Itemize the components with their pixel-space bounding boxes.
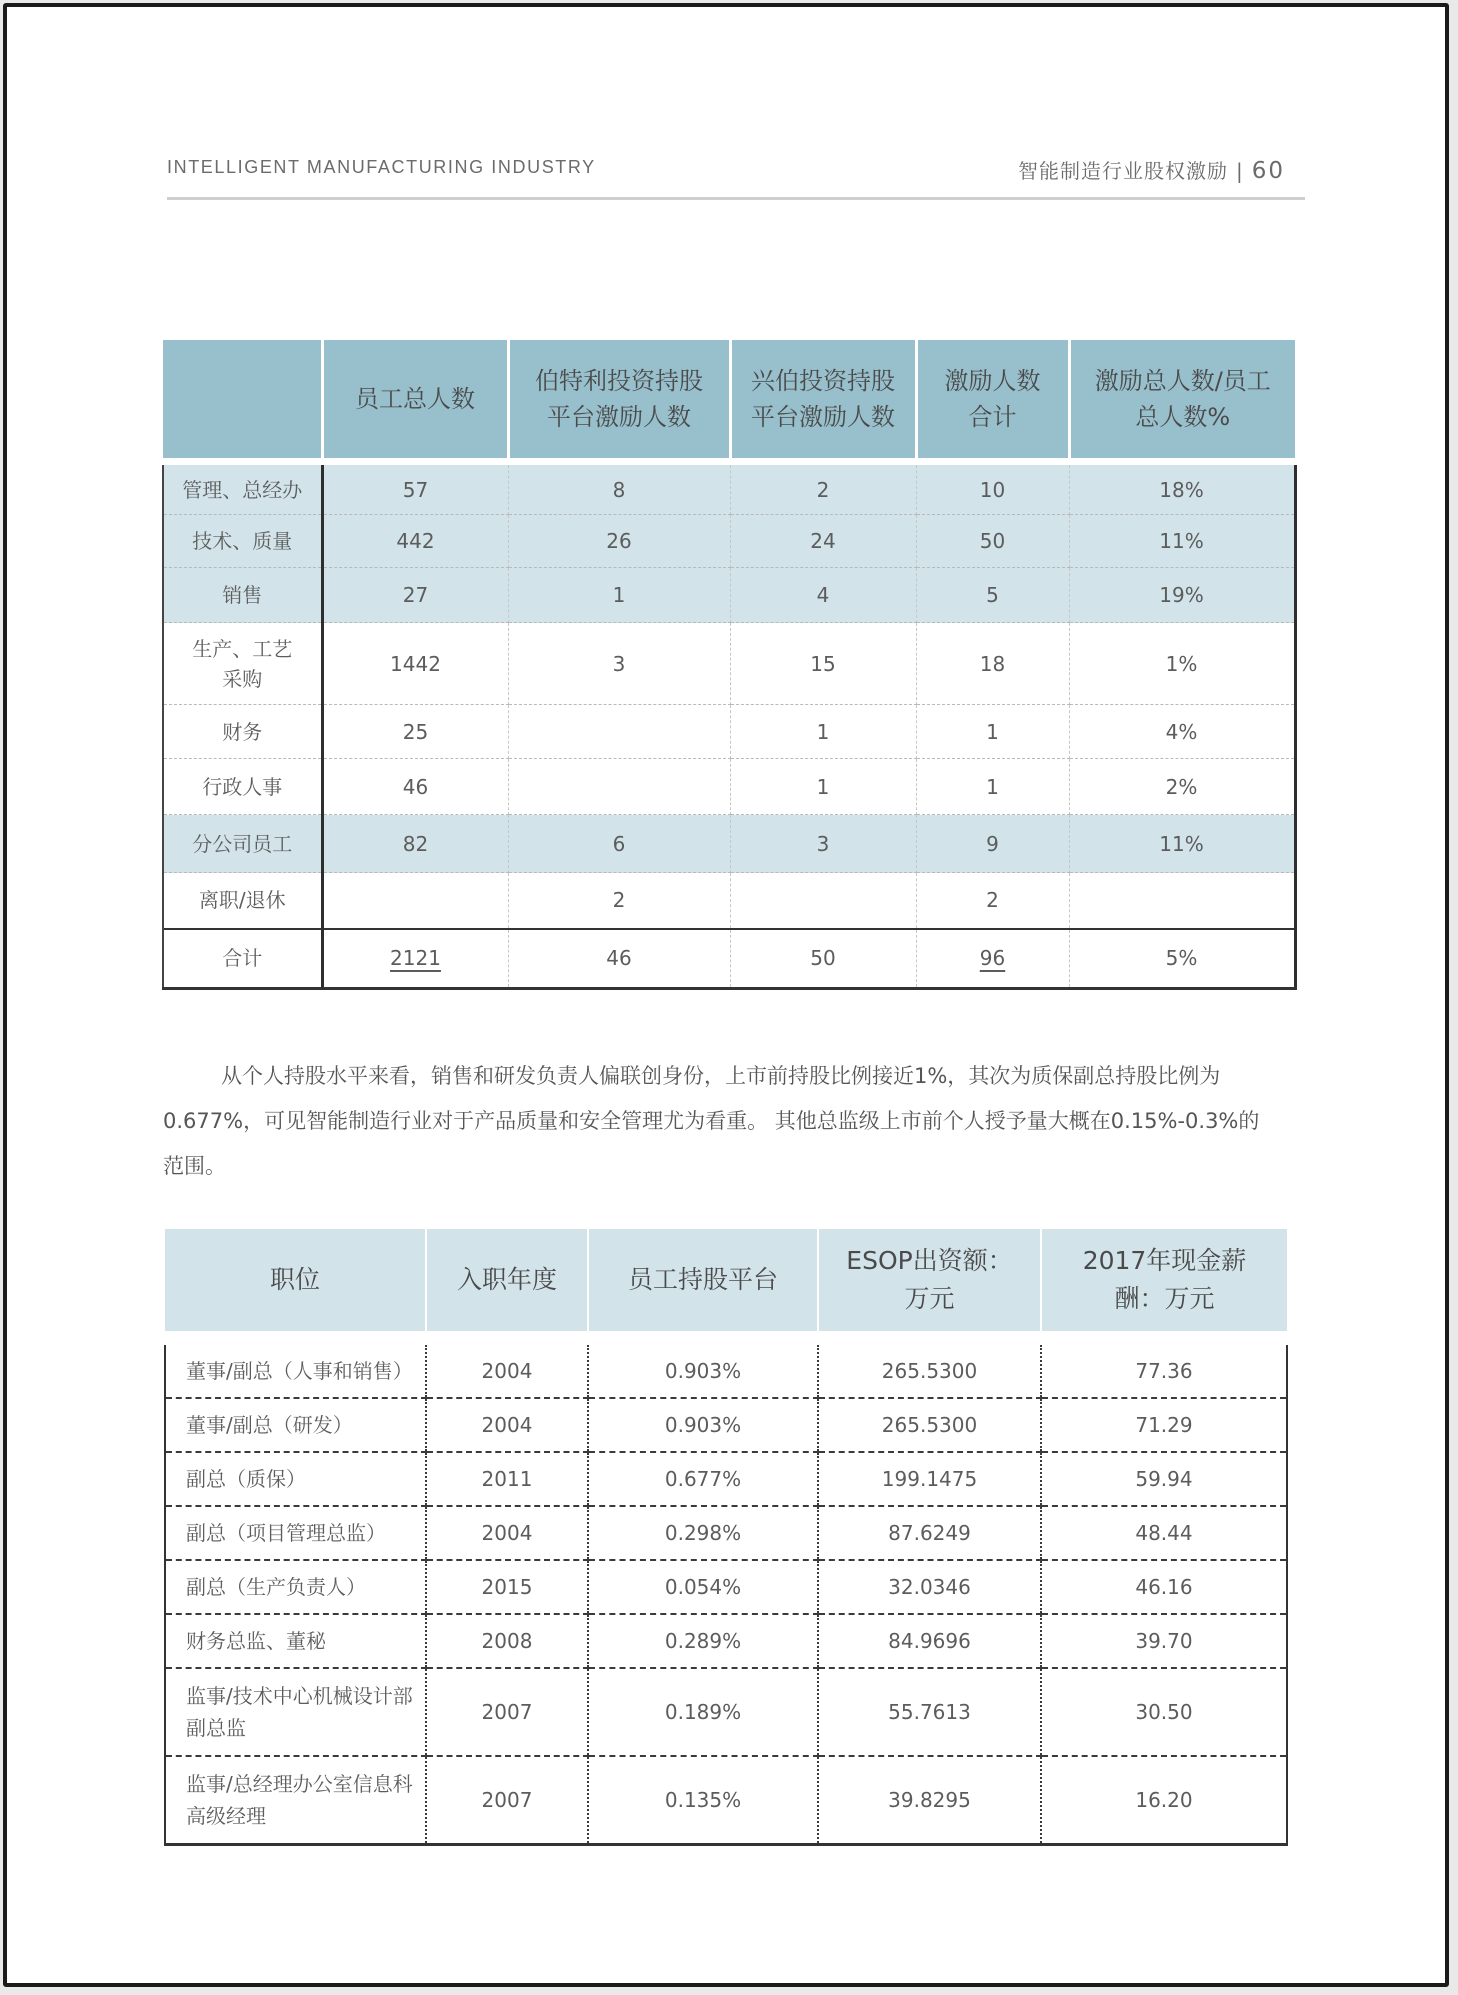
cell-sum <box>916 929 1069 989</box>
cell-platform: 0.135% <box>588 1756 818 1845</box>
table-row <box>163 705 1295 759</box>
row-label: 财务 <box>163 705 322 759</box>
cell-year: 2004 <box>426 1506 588 1560</box>
cell-position: 监事/总经理办公室信息科高级经理 <box>165 1756 426 1845</box>
cell-pct: 4% <box>1069 705 1295 759</box>
cell-pct: 19% <box>1069 568 1295 623</box>
cell-salary: 30.50 <box>1041 1668 1287 1756</box>
row-label: 行政人事 <box>163 759 322 815</box>
table-row <box>163 623 1295 705</box>
cell-btl <box>508 705 730 759</box>
table-row <box>163 873 1295 929</box>
cell-total: 46 <box>322 759 508 815</box>
table-row <box>165 1398 1287 1452</box>
cell-year: 2011 <box>426 1452 588 1506</box>
cell-esop: 265.5300 <box>818 1345 1041 1398</box>
table2-header-cell <box>1041 1229 1287 1331</box>
executive-holdings-table <box>164 1229 1288 1846</box>
cell-platform: 0.677% <box>588 1452 818 1506</box>
row-label: 管理、总经办 <box>163 462 322 515</box>
cell-pct: 11% <box>1069 815 1295 873</box>
cell-total: 25 <box>322 705 508 759</box>
cell-total: 57 <box>322 462 508 515</box>
cell-sum: 50 <box>916 515 1069 568</box>
sum-underlined: 96 <box>979 946 1006 971</box>
cell-year: 2007 <box>426 1756 588 1845</box>
table2-header-cell: 职位 <box>165 1229 426 1331</box>
cell-salary: 48.44 <box>1041 1506 1287 1560</box>
cell-salary: 39.70 <box>1041 1614 1287 1668</box>
cell-total <box>322 873 508 929</box>
cell-esop: 87.6249 <box>818 1506 1041 1560</box>
table2-header-cell: 员工持股平台 <box>588 1229 818 1331</box>
row-label: 离职/退休 <box>163 873 322 929</box>
table2-header-text: 2017年现金薪酬：万元 <box>1082 1246 1247 1313</box>
table-row <box>165 1506 1287 1560</box>
cell-btl <box>508 759 730 815</box>
cell-pct: 2% <box>1069 759 1295 815</box>
cell-btl: 3 <box>508 623 730 705</box>
cell-xb: 2 <box>730 462 916 515</box>
row-label: 销售 <box>163 568 322 623</box>
header-right-title: 智能制造行业股权激励 <box>1017 159 1228 183</box>
row-label: 分公司员工 <box>163 815 322 873</box>
cell-esop: 39.8295 <box>818 1756 1041 1845</box>
cell-position: 副总（生产负责人） <box>165 1560 426 1614</box>
cell-year: 2015 <box>426 1560 588 1614</box>
cell-platform: 0.054% <box>588 1560 818 1614</box>
cell-xb: 1 <box>730 759 916 815</box>
cell-btl: 8 <box>508 462 730 515</box>
table1-header-cell <box>163 340 322 462</box>
table-row <box>163 815 1295 873</box>
table-row <box>165 1668 1287 1756</box>
cell-platform: 0.289% <box>588 1614 818 1668</box>
cell-btl: 26 <box>508 515 730 568</box>
cell-salary: 16.20 <box>1041 1756 1287 1845</box>
table1-header-cell <box>916 340 1069 462</box>
cell-total: 1442 <box>322 623 508 705</box>
row-label-text: 生产、工艺采购 <box>192 636 293 691</box>
cell-salary: 77.36 <box>1041 1345 1287 1398</box>
cell-esop: 265.5300 <box>818 1398 1041 1452</box>
table1-header-cell <box>1069 340 1295 462</box>
header-separator: | <box>1235 159 1244 183</box>
table1-header-text: 激励人数合计 <box>944 367 1041 431</box>
cell-position: 副总（项目管理总监） <box>165 1506 426 1560</box>
table2-header-row <box>165 1229 1287 1331</box>
cell-platform: 0.903% <box>588 1345 818 1398</box>
cell-sum: 1 <box>916 759 1069 815</box>
cell-position: 副总（质保） <box>165 1452 426 1506</box>
cell-pct: 18% <box>1069 462 1295 515</box>
cell-sum: 2 <box>916 873 1069 929</box>
header-right <box>1018 155 1285 184</box>
table-total-row <box>163 929 1295 989</box>
cell-total: 442 <box>322 515 508 568</box>
table-row <box>163 759 1295 815</box>
table1-header-text: 激励总人数/员工总人数% <box>1094 367 1271 431</box>
cell-position: 财务总监、董秘 <box>165 1614 426 1668</box>
cell-xb: 1 <box>730 705 916 759</box>
cell-salary: 46.16 <box>1041 1560 1287 1614</box>
cell-position: 董事/副总（人事和销售） <box>165 1345 426 1398</box>
spacer-cell <box>165 1331 1287 1345</box>
total-underlined: 2121 <box>390 946 441 971</box>
cell-esop: 199.1475 <box>818 1452 1041 1506</box>
cell-xb: 3 <box>730 815 916 873</box>
body-paragraph: 从个人持股水平来看，销售和研发负责人偏联创身份，上市前持股比例接近1%，其次为质保副总持股比例为0.677%，可见智能制造行业对于产品质量和安全管理尤为看重。 其他总监级上市前个人授予量大概在0.15%-0.3%的范围。 <box>163 1064 1260 1178</box>
cell-pct: 11% <box>1069 515 1295 568</box>
table2-header-cell: 入职年度 <box>426 1229 588 1331</box>
cell-position: 监事/技术中心机械设计部副总监 <box>165 1668 426 1756</box>
cell-total: 27 <box>322 568 508 623</box>
table1-header-text: 兴伯投资持股平台激励人数 <box>751 367 895 431</box>
cell-sum: 9 <box>916 815 1069 873</box>
cell-salary: 71.29 <box>1041 1398 1287 1452</box>
cell-platform: 0.189% <box>588 1668 818 1756</box>
row-label <box>163 623 322 705</box>
table2-spacer <box>165 1331 1287 1345</box>
cell-btl: 46 <box>508 929 730 989</box>
table-row <box>163 515 1295 568</box>
cell-btl: 2 <box>508 873 730 929</box>
cell-platform: 0.298% <box>588 1506 818 1560</box>
cell-sum: 5 <box>916 568 1069 623</box>
table1-header-row <box>163 340 1295 462</box>
header-rule <box>167 197 1305 200</box>
cell-sum: 10 <box>916 462 1069 515</box>
table1-header-cell <box>508 340 730 462</box>
table-row <box>163 462 1295 515</box>
cell-xb: 4 <box>730 568 916 623</box>
table-row <box>165 1560 1287 1614</box>
table-row <box>165 1614 1287 1668</box>
cell-xb: 50 <box>730 929 916 989</box>
cell-year: 2008 <box>426 1614 588 1668</box>
cell-position: 董事/副总（研发） <box>165 1398 426 1452</box>
cell-btl: 1 <box>508 568 730 623</box>
table-row <box>165 1452 1287 1506</box>
cell-pct: 1% <box>1069 623 1295 705</box>
table2-header-cell <box>818 1229 1041 1331</box>
table1-header-cell: 员工总人数 <box>322 340 508 462</box>
cell-platform: 0.903% <box>588 1398 818 1452</box>
header-left-title: INTELLIGENT MANUFACTURING INDUSTRY <box>167 157 596 177</box>
cell-esop: 84.9696 <box>818 1614 1041 1668</box>
cell-btl: 6 <box>508 815 730 873</box>
row-label: 合计 <box>163 929 322 989</box>
cell-total: 82 <box>322 815 508 873</box>
cell-xb: 15 <box>730 623 916 705</box>
table2-header-text: ESOP出资额：万元 <box>846 1246 1013 1313</box>
row-label: 技术、质量 <box>163 515 322 568</box>
cell-pct: 5% <box>1069 929 1295 989</box>
cell-sum: 1 <box>916 705 1069 759</box>
cell-esop: 55.7613 <box>818 1668 1041 1756</box>
cell-esop: 32.0346 <box>818 1560 1041 1614</box>
page-number: 60 <box>1251 158 1285 184</box>
table1-header-cell <box>730 340 916 462</box>
table-row <box>165 1756 1287 1845</box>
cell-year: 2004 <box>426 1345 588 1398</box>
table1-header-text: 伯特利投资持股平台激励人数 <box>535 367 703 431</box>
cell-xb: 24 <box>730 515 916 568</box>
cell-year: 2004 <box>426 1398 588 1452</box>
incentive-count-table <box>162 340 1297 990</box>
cell-year: 2007 <box>426 1668 588 1756</box>
table-row <box>165 1345 1287 1398</box>
cell-xb <box>730 873 916 929</box>
cell-sum: 18 <box>916 623 1069 705</box>
table-row <box>163 568 1295 623</box>
cell-pct <box>1069 873 1295 929</box>
cell-salary: 59.94 <box>1041 1452 1287 1506</box>
cell-total <box>322 929 508 989</box>
